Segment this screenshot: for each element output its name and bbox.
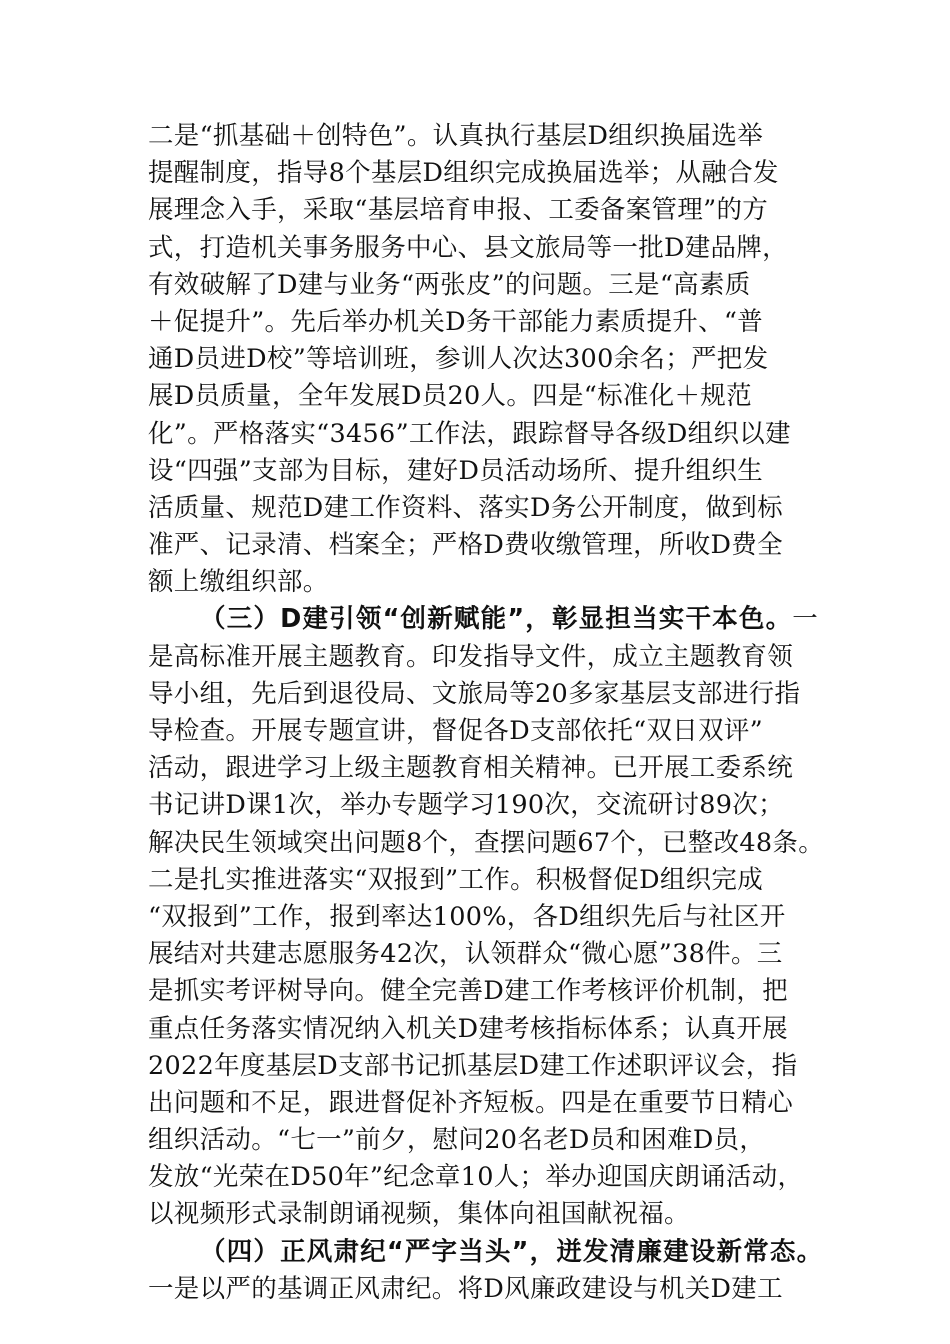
text-line: 解决民生领域突出问题8个，查摆问题67个，已整改48条。 xyxy=(148,827,825,858)
text-line: 设“四强”支部为目标，建好D员活动场所、提升组织生 xyxy=(148,455,764,486)
text-line: 一是以严的基调正风肃纪。将D风廉政建设与机关D建工 xyxy=(148,1273,783,1304)
section-heading-3 xyxy=(148,601,818,638)
text-line: 活动，跟进学习上级主题教育相关精神。已开展工委系统 xyxy=(148,753,794,784)
text-line: 提醒制度，指导8个基层D组织完成换届选举；从融合发 xyxy=(148,158,779,189)
text-line: 活质量、规范D建工作资料、落实D务公开制度，做到标 xyxy=(148,492,783,523)
section-heading-3-text: （三）D建引领“创新赋能”，彰显担当实干本色。 xyxy=(200,604,793,635)
text-line: 是高标准开展主题教育。印发指导文件，成立主题教育领 xyxy=(148,641,794,672)
text-line: 以视频形式录制朗诵视频，集体向祖国献祝福。 xyxy=(148,1199,690,1230)
text-line: 化”。严格落实“3456”工作法，跟踪督导各级D组织以建 xyxy=(148,418,791,449)
text-line: 出问题和不足，跟进督促补齐短板。四是在重要节日精心 xyxy=(148,1087,794,1118)
text-line: 导小组，先后到退役局、文旅局等20多家基层支部进行指 xyxy=(148,678,801,709)
text-line: 导检查。开展专题宣讲，督促各D支部依托“双日双评” xyxy=(148,716,764,746)
text-line: 式，打造机关事务服务中心、县文旅局等一批D建品牌， xyxy=(148,232,788,263)
text-line: 有效破解了D建与业务“两张皮”的问题。三是“高素质 xyxy=(148,269,751,300)
text-line: 书记讲D课1次，举办专题学习190次，交流研讨89次； xyxy=(148,790,784,821)
text-line: ＋促提升”。先后举办机关D务干部能力素质提升、“普 xyxy=(148,306,764,337)
body-text xyxy=(148,118,825,1308)
text-line: 准严、记录清、档案全；严格D费收缴管理，所收D费全 xyxy=(148,530,783,561)
text-line: 通D员进D校”等培训班，参训人次达300余名；严把发 xyxy=(148,344,769,375)
text-line: 2022年度基层D支部书记抓基层D建工作述职评议会，指 xyxy=(148,1050,798,1081)
text-line: 是抓实考评树导向。健全完善D建工作考核评价机制，把 xyxy=(148,976,788,1007)
text-line: 重点任务落实情况纳入机关D建考核指标体系；认真开展 xyxy=(148,1013,788,1044)
text-line: 二是扎实推进落实“双报到”工作。积极督促D组织完成 xyxy=(148,864,764,895)
text-line: “双报到”工作，报到率达100%，各D组织先后与社区开 xyxy=(148,901,786,932)
text-line: 二是“抓基础＋创特色”。认真执行基层D组织换届选举 xyxy=(148,121,764,151)
text-line: 组织活动。“七一”前夕，慰问20名老D员和困难D员， xyxy=(148,1125,766,1156)
text-line: 展理念入手，采取“基层培育申报、工委备案管理”的方 xyxy=(148,195,769,226)
text-line: 额上缴组织部。 xyxy=(148,567,329,598)
text-line: 展结对共建志愿服务42次，认领群众“微心愿”38件。三 xyxy=(148,939,783,970)
section-3-first-line-rest: 一 xyxy=(792,604,819,635)
text-line: 发放“光荣在D50年”纪念章10人；举办迎国庆朗诵活动， xyxy=(148,1162,804,1193)
text-line: 展D员质量，全年发展D员20人。四是“标准化＋规范 xyxy=(148,381,752,412)
section-heading-4: （四）正风肃纪“严字当头”，迸发清廉建设新常态。 xyxy=(200,1236,824,1267)
